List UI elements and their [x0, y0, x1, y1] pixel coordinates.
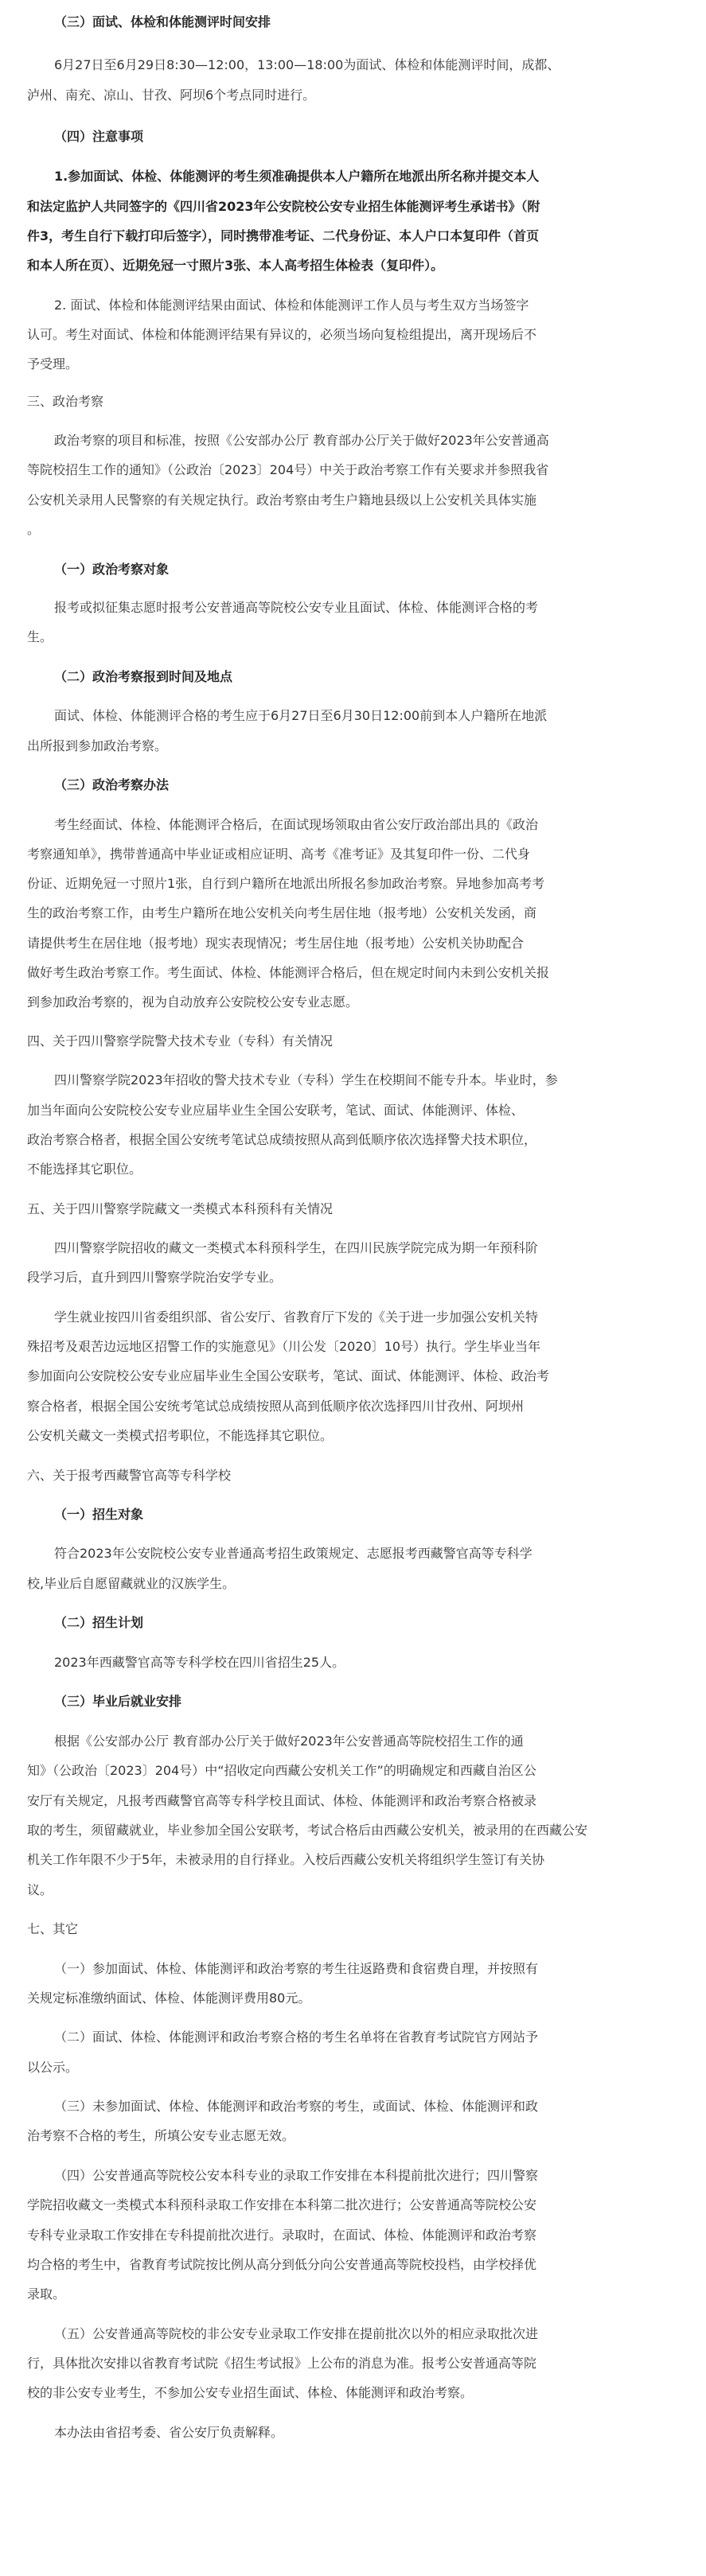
paragraph-review-method-line: 到参加政治考察的，视为自动放弃公安院校公安专业志愿。	[27, 994, 359, 1010]
paragraph-others-5-line: （五）公安普通高等院校的非公安专业录取工作安排在提前批次以外的相应录取批次进	[54, 2326, 539, 2341]
paragraph-others-4-line: 专科专业录取工作安排在专科提前批次进行。录取时，在面试、体检、体能测评和政治考察	[27, 2228, 537, 2243]
paragraph-review-method-line: 生的政治考察工作，由考生户籍所在地公安机关向考生居住地（报考地）公安机关发函，商	[27, 905, 537, 920]
paragraph-review-time-place-line: 面试、体检、体能测评合格的考生应于6月27日至6月30日12:00前到本人户籍所在地派	[54, 708, 548, 723]
paragraph-police-dog-major-line: 不能选择其它职位。	[27, 1162, 142, 1177]
heading-tibet-employment-line: （三）毕业后就业安排	[54, 1694, 182, 1709]
heading-tibet-college-line: 六、关于报考西藏警官高等专科学校	[27, 1468, 232, 1483]
paragraph-tibet-employment-line: 知》（公政治〔2023〕204号）中“招收定向西藏公安机关工作”的明确规定和西藏自治区公	[27, 1763, 536, 1778]
paragraph-tibet-subjects-line: 校,毕业后自愿留藏就业的汉族学生。	[27, 1576, 236, 1591]
heading-others-line: 七、其它	[27, 1921, 79, 1936]
paragraph-notes-2-line: 认可。考生对面试、体检和体能测评结果有异议的，必须当场向复检组提出，离开现场后不	[27, 327, 537, 342]
paragraph-others-1-line: （一）参加面试、体检、体能测评和政治考察的考生往返路费和食宿费自理，并按照有	[54, 1961, 539, 1976]
paragraph-tibetan-class-2-line: 学生就业按四川省委组织部、省公安厅、省教育厅下发的《关于进一步加强公安机关特	[54, 1309, 539, 1325]
paragraph-review-subjects-line: 生。	[27, 629, 53, 644]
paragraph-notes-1-line: 1.参加面试、体检、体能测评的考生须准确提供本人户籍所在地派出所名称并提交本人	[54, 169, 540, 184]
paragraph-review-method-line: 份证、近期免冠一寸照片1张，自行到户籍所在地派出所报名参加政治考察。异地参加高考考	[27, 876, 545, 891]
paragraph-others-2-line: 以公示。	[27, 2060, 79, 2075]
paragraph-notes-2-line: 予受理。	[27, 356, 79, 372]
paragraph-tibetan-class-1-line: 段学习后，直升到四川警察学院治安学专业。	[27, 1270, 283, 1285]
heading-interview-schedule-line: （三）面试、体检和体能测评时间安排	[54, 14, 271, 29]
paragraph-review-method-line: 考察通知单》，携带普通高中毕业证或相应证明、高考《准考证》及其复印件一份、二代身	[27, 846, 531, 862]
paragraph-others-3-line: （三）未参加面试、体检、体能测评和政治考察的考生，或面试、体检、体能测评和政	[54, 2099, 539, 2114]
paragraph-notes-1-line: 件3，考生自行下载打印后签字），同时携带准考证、二代身份证、本人户口本复印件（首页	[27, 228, 540, 243]
paragraph-tibet-employment-line: 议。	[27, 1882, 53, 1897]
paragraph-tibet-employment-line: 安厅有关规定，凡报考西藏警官高等专科学校且面试、体检、体能测评和政治考察合格被录	[27, 1793, 537, 1808]
paragraph-others-5-line: 行，具体批次安排以省教育考试院《招生考试报》上公布的消息为准。报考公安普通高等院	[27, 2356, 537, 2371]
paragraph-interview-schedule-line: 6月27日至6月29日8:30—12:00，13:00—18:00为面试、体检和体能测评时间，成都、	[54, 57, 560, 72]
paragraph-interview-schedule-line: 泸州、南充、凉山、甘孜、阿坝6个考点同时进行。	[27, 88, 316, 103]
heading-tibetan-class-line: 五、关于四川警察学院藏文一类模式本科预科有关情况	[27, 1201, 333, 1216]
paragraph-notes-1-line: 和法定监护人共同签字的《四川省2023年公安院校公安专业招生体能测评考生承诺书》（附	[27, 199, 540, 214]
paragraph-review-method-line: 考生经面试、体检、体能测评合格后，在面试现场领取由省公安厅政治部出具的《政治	[54, 817, 539, 832]
paragraph-others-4-line: （四）公安普通高等院校公安本科专业的录取工作安排在本科提前批次进行；四川警察	[54, 2168, 539, 2183]
paragraph-others-4-line: 均合格的考生中，省教育考试院按比例从高分到低分向公安普通高等院校投档，由学校择优	[27, 2257, 537, 2272]
paragraph-tibet-employment-line: 机关工作年限不少于5年，未被录用的自行择业。入校后西藏公安机关将组织学生签订有关协	[27, 1852, 545, 1867]
paragraph-tibet-subjects-line: 符合2023年公安院校公安专业普通高考招生政策规定、志愿报考西藏警官高等专科学	[54, 1546, 532, 1561]
heading-tibet-plan-line: （二）招生计划	[54, 1615, 144, 1630]
paragraph-notes-1-line: 和本人所在页）、近期免冠一寸照片3张、本人高考招生体检表（复印件）。	[27, 258, 444, 273]
paragraph-others-3-line: 治考察不合格的考生，所填公安专业志愿无效。	[27, 2128, 295, 2143]
paragraph-others-4-line: 学院招收藏文一类模式本科预科录取工作安排在本科第二批次进行；公安普通高等院校公安	[27, 2197, 537, 2212]
paragraph-tibetan-class-1-line: 四川警察学院招收的藏文一类模式本科预科学生，在四川民族学院完成为期一年预科阶	[54, 1240, 539, 1255]
heading-review-time-place-line: （二）政治考察报到时间及地点	[54, 669, 233, 684]
paragraph-tibetan-class-2-line: 参加面向公安院校公安专业应届毕业生全国公安联考，笔试、面试、体能测评、体检、政治考	[27, 1368, 550, 1383]
paragraph-tibet-employment-line: 根据《公安部办公厅 教育部办公厅关于做好2023年公安普通高等院校招生工作的通	[54, 1734, 524, 1749]
paragraph-tibetan-class-2-line: 殊招考及艰苦边远地区招警工作的实施意见》（川公发〔2020〕10号）执行。学生毕业当年	[27, 1339, 541, 1354]
paragraph-others-4-line: 录取。	[27, 2286, 66, 2302]
heading-notes-line: （四）注意事项	[54, 129, 144, 144]
paragraph-tibet-plan-line: 2023年西藏警官高等专科学校在四川省招生25人。	[54, 1655, 345, 1670]
paragraph-police-dog-major-line: 加当年面向公安院校公安专业应届毕业生全国公安联考，笔试、面试、体能测评、体检、	[27, 1103, 525, 1118]
heading-political-review-line: 三、政治考察	[27, 394, 104, 409]
heading-tibet-subjects-line: （一）招生对象	[54, 1507, 144, 1522]
paragraph-closing-line: 本办法由省招考委、省公安厅负责解释。	[54, 2425, 284, 2440]
paragraph-others-1-line: 关规定标准缴纳面试、体检、体能测评费用80元。	[27, 1990, 311, 2006]
paragraph-tibet-employment-line: 取的考生，须留藏就业，毕业参加全国公安联考，考试合格后由西藏公安机关，被录用的在西藏公安	[27, 1823, 588, 1838]
paragraph-review-method-line: 做好考生政治考察工作。考生面试、体检、体能测评合格后，但在规定时间内未到公安机关报	[27, 965, 550, 980]
paragraph-political-review-line: 等院校招生工作的通知》（公政治〔2023〕204号）中关于政治考察工作有关要求并参照我省	[27, 462, 549, 477]
paragraph-review-subjects-line: 报考或拟征集志愿时报考公安普通高等院校公安专业且面试、体检、体能测评合格的考	[54, 600, 539, 615]
paragraph-political-review-line: 。	[27, 522, 41, 537]
paragraph-police-dog-major-line: 政治考察合格者，根据全国公安统考笔试总成绩按照从高到低顺序依次选择警犬技术职位，	[27, 1132, 537, 1147]
heading-review-method-line: （三）政治考察办法	[54, 777, 170, 792]
paragraph-political-review-line: 政治考察的项目和标准，按照《公安部办公厅 教育部办公厅关于做好2023年公安普通高	[54, 433, 549, 448]
paragraph-others-5-line: 校的非公安专业考生，不参加公安专业招生面试、体检、体能测评和政治考察。	[27, 2385, 474, 2400]
heading-police-dog-major-line: 四、关于四川警察学院警犬技术专业（专科）有关情况	[27, 1033, 333, 1049]
heading-review-subjects-line: （一）政治考察对象	[54, 562, 170, 577]
paragraph-tibetan-class-2-line: 察合格者，根据全国公安统考笔试总成绩按照从高到低顺序依次选择四川甘孜州、阿坝州	[27, 1399, 525, 1414]
paragraph-police-dog-major-line: 四川警察学院2023年招收的警犬技术专业（专科）学生在校期间不能专升本。毕业时，参	[54, 1072, 558, 1088]
paragraph-political-review-line: 公安机关录用人民警察的有关规定执行。政治考察由考生户籍地县级以上公安机关具体实施	[27, 492, 537, 508]
paragraph-others-2-line: （二）面试、体检、体能测评和政治考察合格的考生名单将在省教育考试院官方网站予	[54, 2029, 539, 2045]
paragraph-tibetan-class-2-line: 公安机关藏文一类模式招考职位，不能选择其它职位。	[27, 1428, 333, 1443]
paragraph-notes-2-line: 2. 面试、体检和体能测评结果由面试、体检和体能测评工作人员与考生双方当场签字	[54, 298, 529, 313]
paragraph-review-time-place-line: 出所报到参加政治考察。	[27, 738, 168, 753]
paragraph-review-method-line: 请提供考生在居住地（报考地）现实表现情况；考生居住地（报考地）公安机关协助配合	[27, 936, 525, 951]
